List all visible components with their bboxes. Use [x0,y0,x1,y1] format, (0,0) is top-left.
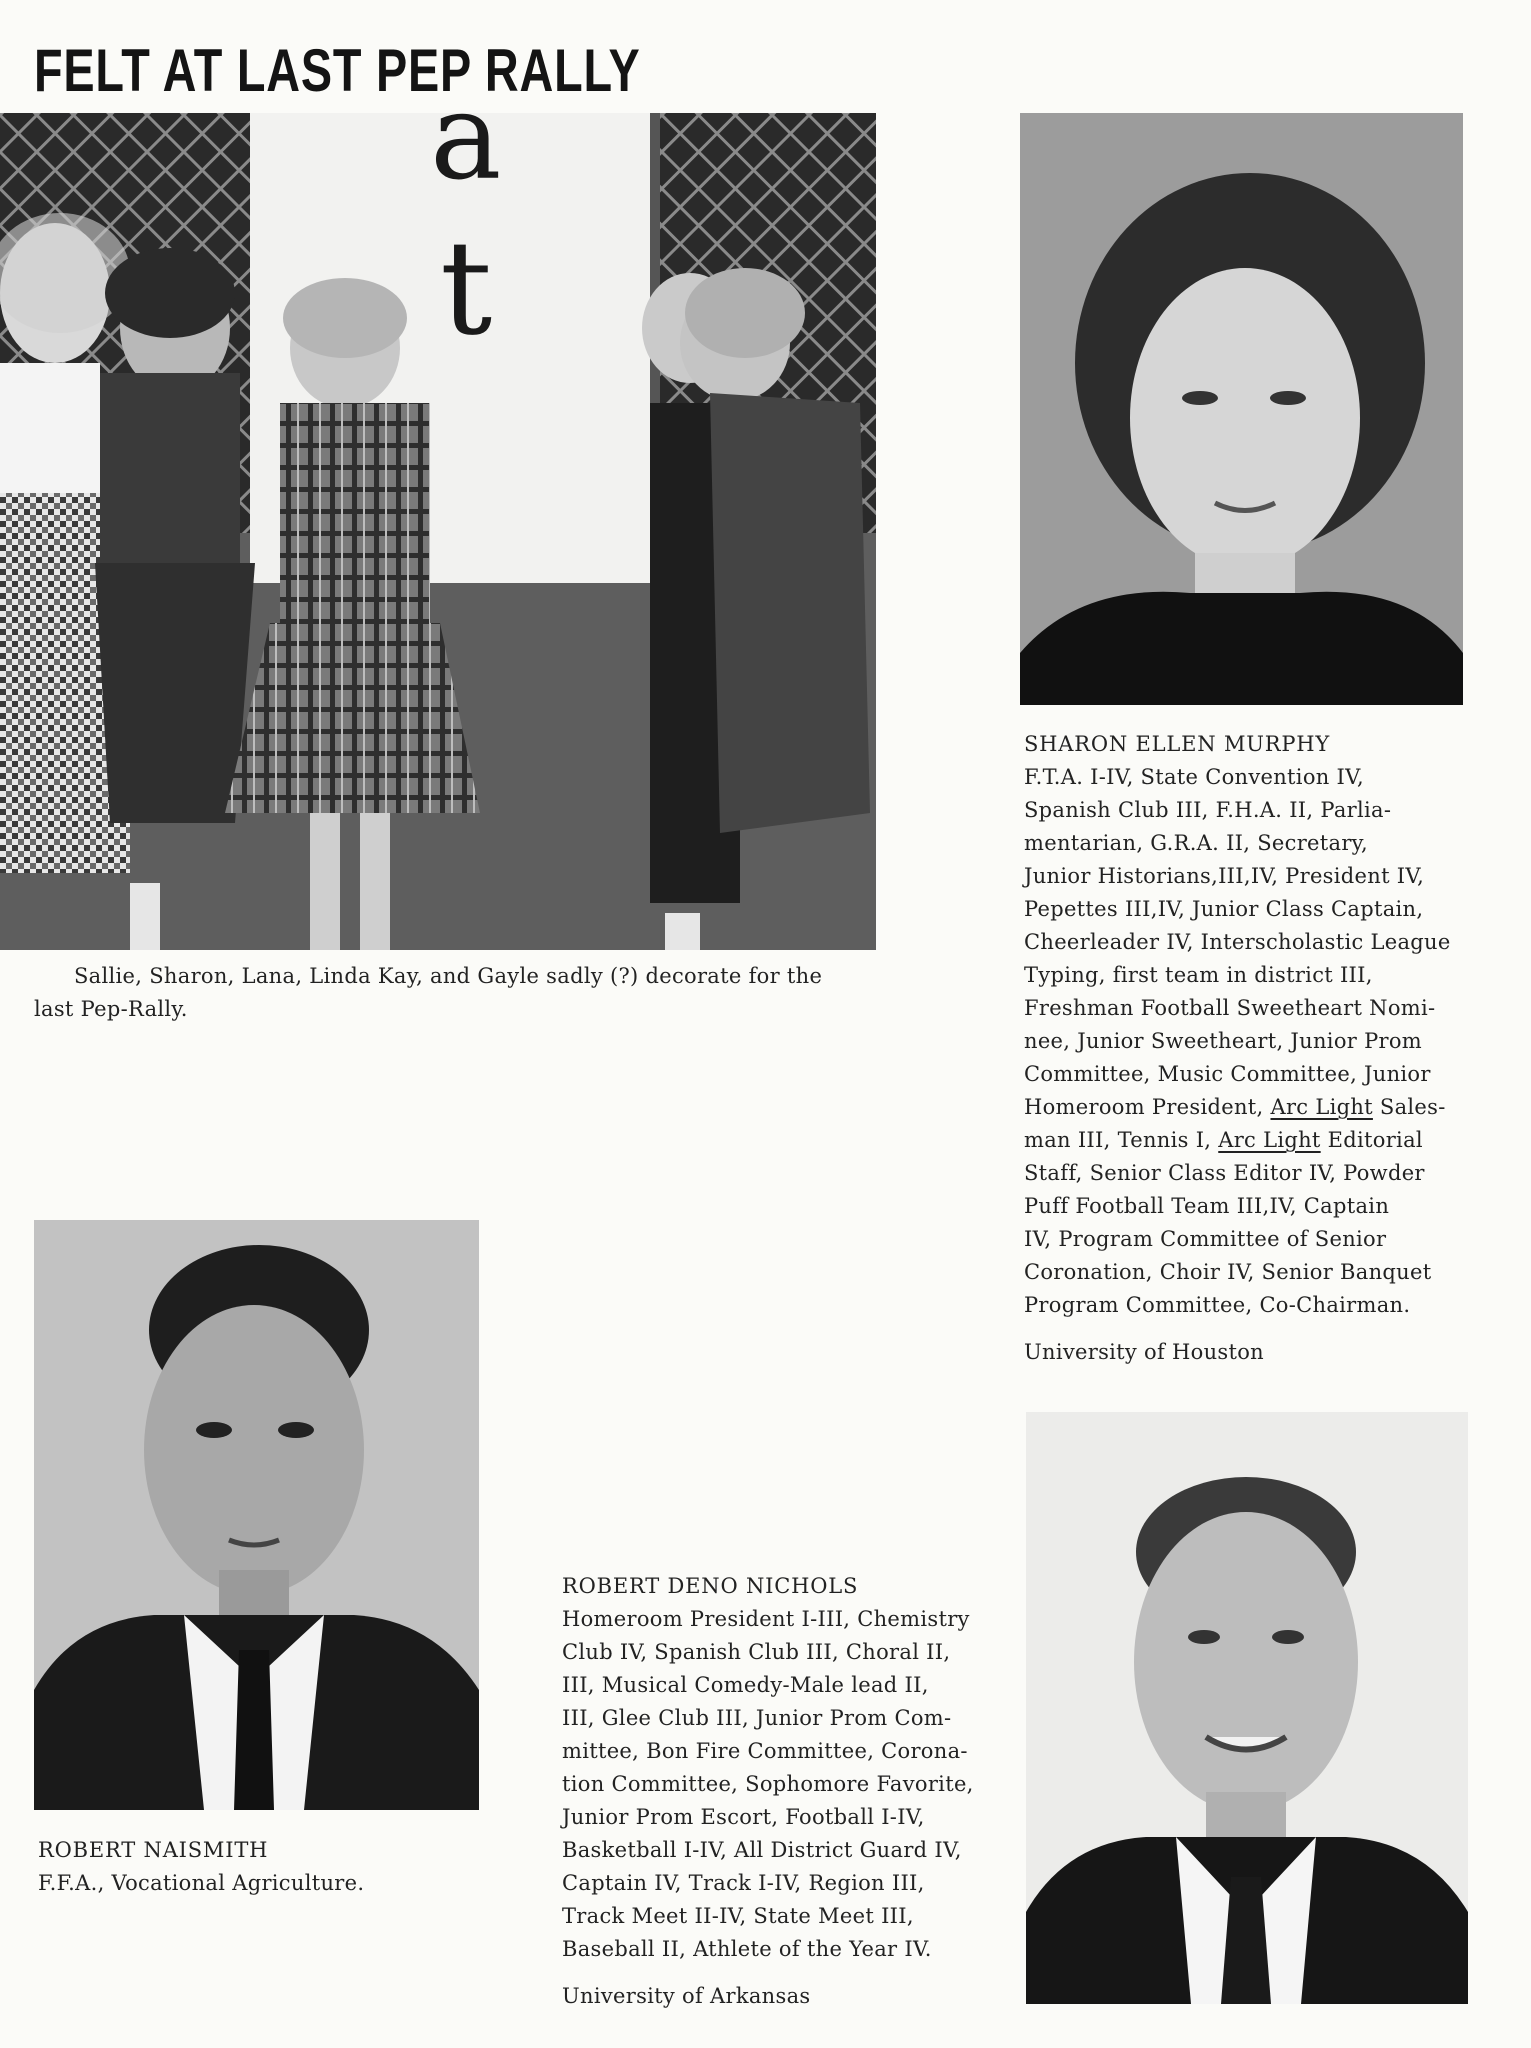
nichols-portrait [1026,1412,1468,2004]
page-title: FELT AT LAST PEP RALLY [34,37,641,104]
nichols-line: tion Committee, Sophomore Favorite, [562,1772,974,1796]
caption-line-2: last Pep-Rally. [34,997,188,1021]
murphy-line: Freshman Football Sweetheart Nomi- [1024,996,1436,1020]
nichols-line: Captain IV, Track I-IV, Region III, [562,1871,925,1895]
nichols-line: III, Glee Club III, Junior Prom Com- [562,1706,952,1730]
nichols-bio [562,1570,1032,2013]
nichols-line: Basketball I-IV, All District Guard IV, [562,1838,962,1862]
murphy-line: IV, Program Committee of Senior [1024,1227,1387,1251]
naismith-name: ROBERT NAISMITH [38,1838,269,1862]
text-segment: man III, Tennis I, [1024,1128,1219,1152]
pep-rally-caption [34,960,884,1026]
text-segment: Homeroom President, [1024,1095,1271,1119]
murphy-line: F.T.A. I-IV, State Convention IV, [1024,765,1364,789]
nichols-school: University of Arkansas [562,1984,811,2008]
murphy-line: mentarian, G.R.A. II, Secretary, [1024,831,1369,855]
arc-light-underlined: Arc Light [1270,1095,1373,1119]
nichols-line: Club IV, Spanish Club III, Choral II, [562,1640,951,1664]
pep-rally-photo [0,113,876,950]
murphy-bio [1024,728,1514,1369]
nichols-line: Homeroom President I-III, Chemistry [562,1607,970,1631]
murphy-line: Coronation, Choir IV, Senior Banquet [1024,1260,1432,1284]
text-segment: Editorial [1320,1128,1423,1152]
svg-text:t: t [440,212,493,364]
nichols-line: Junior Prom Escort, Football I-IV, [562,1805,925,1829]
murphy-line: Program Committee, Co-Chairman. [1024,1293,1411,1317]
murphy-line-arc-light-2 [1024,1124,1514,1157]
naismith-portrait [34,1220,479,1810]
murphy-line: Puff Football Team III,IV, Captain [1024,1194,1390,1218]
arc-light-underlined: Arc Light [1218,1128,1321,1152]
nichols-line: Track Meet II-IV, State Meet III, [562,1904,914,1928]
text-segment: Sales- [1372,1095,1446,1119]
naismith-line: F.F.A., Vocational Agriculture. [38,1871,365,1895]
murphy-school: University of Houston [1024,1340,1264,1364]
nichols-line: mittee, Bon Fire Committee, Corona- [562,1739,968,1763]
nichols-line: Baseball II, Athlete of the Year IV. [562,1937,932,1961]
nichols-name: ROBERT DENO NICHOLS [562,1574,859,1598]
murphy-line: Typing, first team in district III, [1024,963,1373,987]
murphy-line: Junior Historians,III,IV, President IV, [1024,864,1425,888]
murphy-line: Committee, Music Committee, Junior [1024,1062,1431,1086]
svg-text:a: a [430,113,502,207]
murphy-portrait [1020,113,1463,705]
murphy-line: Pepettes III,IV, Junior Class Captain, [1024,897,1424,921]
nichols-line: III, Musical Comedy-Male lead II, [562,1673,929,1697]
murphy-line: Staff, Senior Class Editor IV, Powder [1024,1161,1425,1185]
murphy-line: nee, Junior Sweetheart, Junior Prom [1024,1029,1422,1053]
murphy-line: Cheerleader IV, Interscholastic League [1024,930,1451,954]
caption-line-1: Sallie, Sharon, Lana, Linda Kay, and Gayle sadly (?) decorate for the [74,964,823,988]
naismith-bio [38,1834,458,1900]
murphy-line-arc-light-1 [1024,1091,1514,1124]
murphy-line: Spanish Club III, F.H.A. II, Parlia- [1024,798,1392,822]
murphy-name: SHARON ELLEN MURPHY [1024,732,1331,756]
